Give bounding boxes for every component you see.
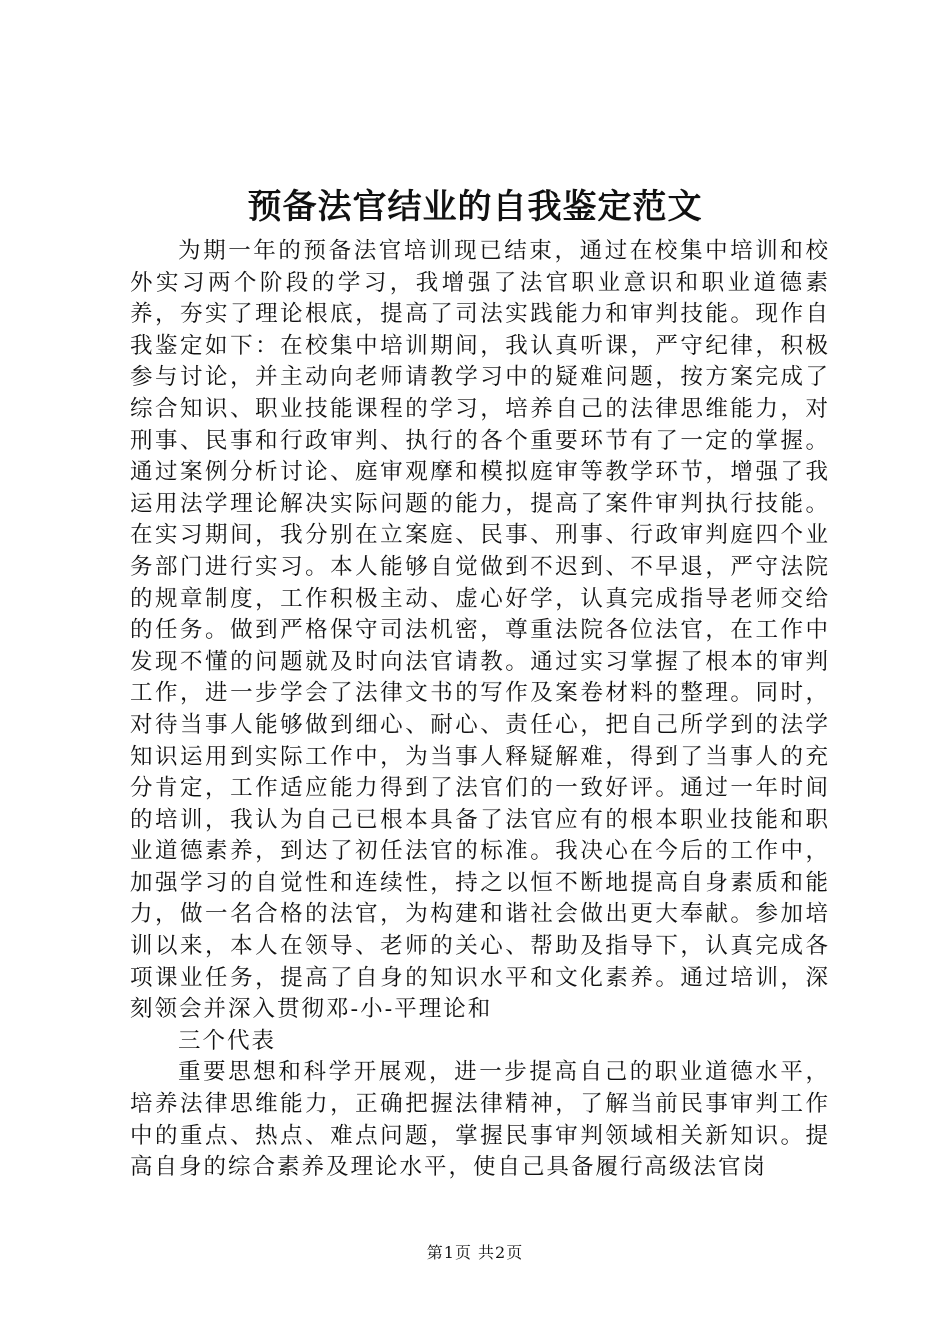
- paragraph: 三个代表: [178, 1027, 277, 1054]
- document-title: 预备法官结业的自我鉴定范文: [247, 187, 703, 227]
- paragraph: 重要思想和科学开展观，进一步提高自己的职业道德水平，培养法律思维能力，正确把握法律精神，了解当前民事审判工作中的重点、热点、难点问题，掌握民事审判领域相关新知识。提高自身的综合素养及理论水平，使自己具备履行高级法官岗: [130, 1059, 830, 1181]
- paragraph: 为期一年的预备法官培训现已结束，通过在校集中培训和校外实习两个阶段的学习，我增强了法官职业意识和职业道德素养，夯实了理论根底，提高了司法实践能力和审判技能。现作自我鉴定如下：在校集中培训期间，我认真听课，严守纪律，积极参与讨论，并主动向老师请教学习中的疑难问题，按方案完成了综合知识、职业技能课程的学习，培养自己的法律思维能力，对刑事、民事和行政审判、执行的各个重要环节有了一定的掌握。通过案例分析讨论、庭审观摩和模拟庭审等教学环节，增强了我运用法学理论解决实际问题的能力，提高了案件审判执行技能。在实习期间，我分别在立案庭、民事、刑事、行政审判庭四个业务部门进行实习。本人能够自觉做到不迟到、不早退，严守法院的规章制度，工作积极主动、虚心好学，认真完成指导老师交给的任务。做到严格保守司法机密，尊重法院各位法官，在工作中发现不懂的问题就及时向法官请教。通过实习掌握了根本的审判工作，进一步学会了法律文书的写作及案卷材料的整理。同时，对待当事人能够做到细心、耐心、责任心，把自己所学到的法学知识运用到实际工作中，为当事人释疑解难，得到了当事人的充分肯定，工作适应能力得到了法官们的一致好评。通过一年时间的培训，我认为自己已根本具备了法官应有的根本职业技能和职业道德素养，到达了初任法官的标准。我决心在今后的工作中，加强学习的自觉性和连续性，持之以恒不断地提高自身素质和能力，做一名合格的法官，为构建和谐社会做出更大奉献。参加培训以来，本人在领导、老师的关心、帮助及指导下，认真完成各项课业任务，提高了自身的知识水平和文化素养。通过培训，深刻领会并深入贯彻邓-小-平理论和: [130, 238, 830, 1023]
- document-body: [130, 236, 830, 1184]
- page-footer: 第1页 共2页: [426, 1243, 524, 1262]
